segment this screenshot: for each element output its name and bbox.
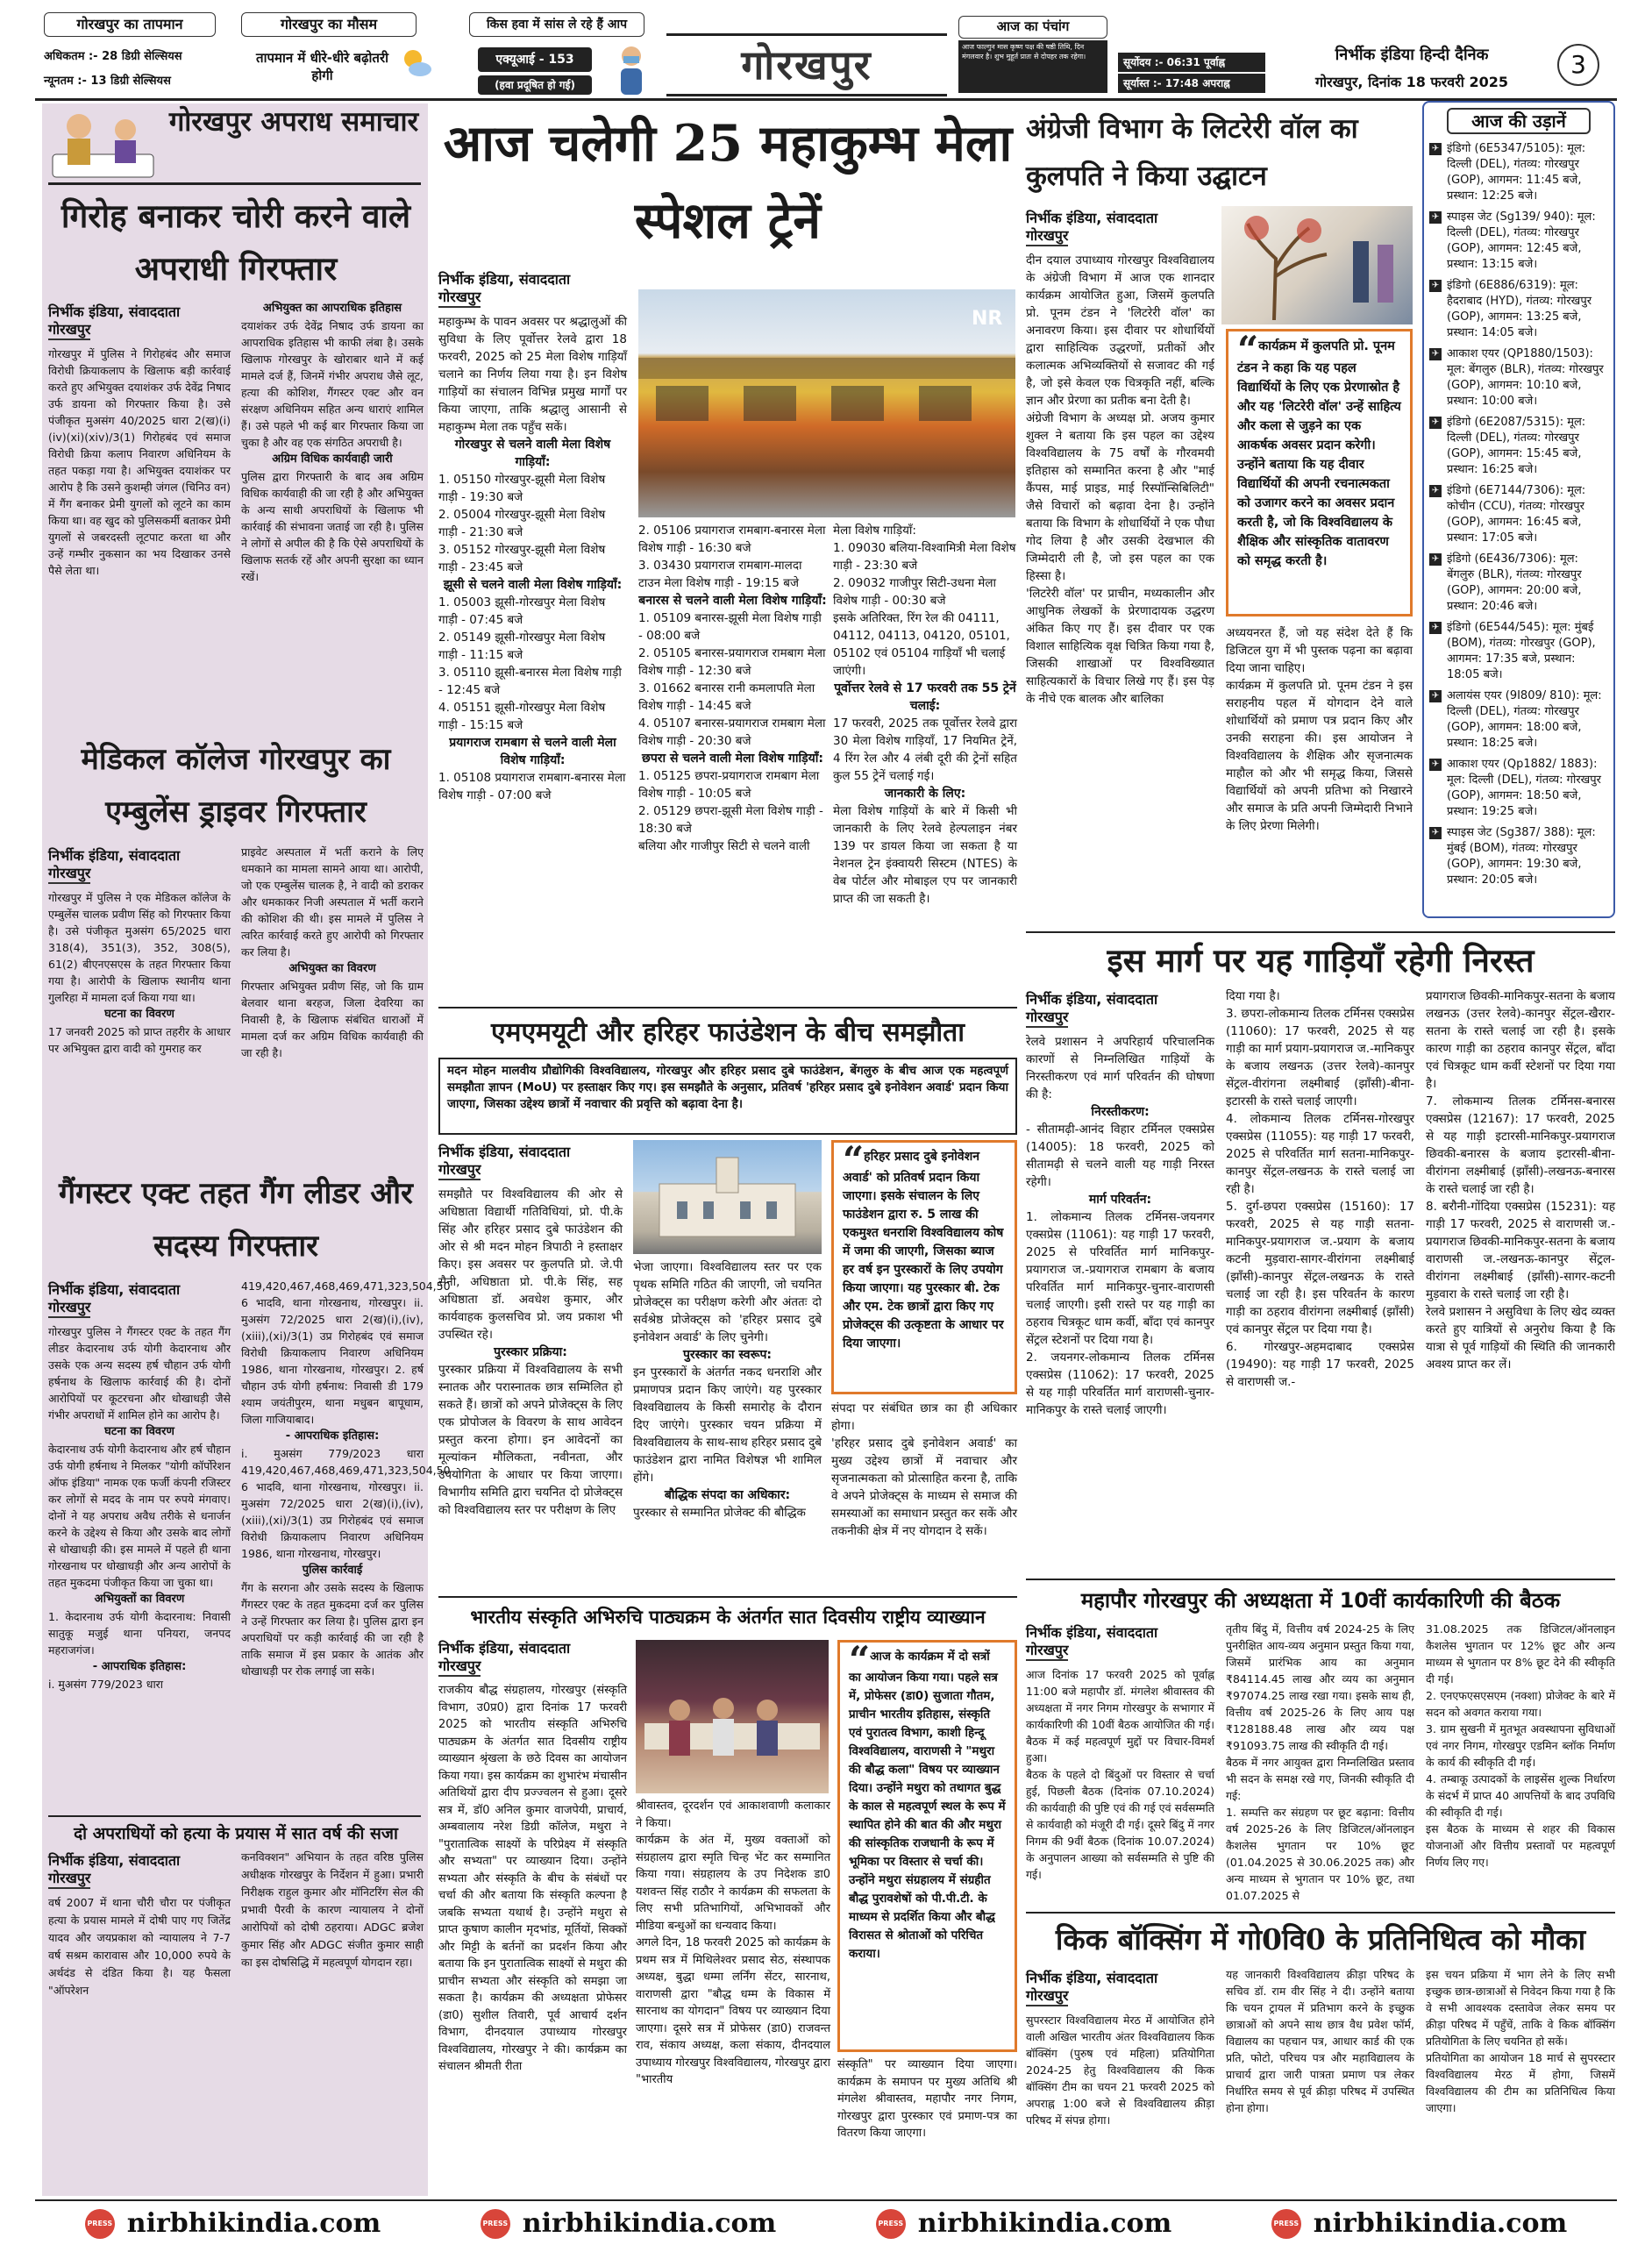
crime-banner: गोरखपुर अपराध समाचार <box>168 106 419 138</box>
mou-body5: पुरस्कार से सम्मानित प्रोजेक्ट की बौद्धिक <box>633 1506 806 1520</box>
train-col-2 <box>638 522 827 1013</box>
train-list9: मेला विशेष गाड़ियों के बारे में किसी भी जानकारी के लिए रेलवे हेल्पलाइन नंबर 139 पर डायल किया जा सकता है या नेशनल ट्रेन इंक्वायरी सिस्टम (NTES) के वेब पोर्टल और मोबाइल एप पर जानकारी प्राप्त की जा सकती है। <box>833 804 1017 906</box>
flight-item <box>1429 757 1608 820</box>
boxing-rule <box>1026 1912 1615 1914</box>
crime-article-1-byline: निर्भीक इंडिया, संवाददाता गोरखपुर <box>48 303 231 340</box>
sanskriti-col-1 <box>438 1636 627 2198</box>
flight-item <box>1429 210 1608 273</box>
mou-body4: इन पुरस्कारों के अंतर्गत नकद धनराशि और प्रमाणपत्र प्रदान किए जाएंगे। यह पुरस्कार विश्वविद्यालय के किसी समारोह के दौरान दिए जाएंगे। पुरस्कार चयन प्रक्रिया में विश्वविद्यालय के साथ-साथ हरिहर प्रसाद दुबे फाउंडेशन द्वारा नामित विशेषज्ञ भी शामिल होंगे। <box>633 1365 822 1485</box>
mou-body6: संपदा पर संबंधित छात्र का ही अधिकार होगा। 'हरिहर प्रसाद दुबे इनोवेशन अवार्ड' का मुख्य उद्देश्य छात्रों में नवाचार और सृजनात्मकता को प्रोत्साहित करना है, ताकि वे अपने प्रोजेक्ट्स के माध्यम से समाज की समस्याओं का समाधान प्रस्तुत कर सकें और तकनीकी क्षेत्र में नए योगदान दे सकें। <box>831 1401 1017 1538</box>
crime-article-3-sub3: - आपराधिक इतिहास: <box>92 1660 187 1673</box>
crime-article-3-sub2: अभियुक्तों का विवरण <box>94 1593 185 1606</box>
sun-cloud-icon <box>399 46 434 81</box>
crime-article-3-body5: 419,420,467,468,469,471,323,504,50 6 भादवि, थाना गोरखनाथ, गोरखपुर। ii. मुअसंग 72/2025 धारा 2(ख)(i),(iv),(xiii),(xi)/3(1) उप्र गिरोहबंद एवं समाज विरोधी क्रियाकलाप निवारण अधिनियम 1986, थाना गोरखनाथ, गोरखपुर। 2. हर्ष चौहान उर्फ योगी हर्षनाथ: निवासी डी 179 श्याम जयंतीपुरम, थाना मधुबन बापूधाम, जिला गाजियाबाद। <box>241 1279 451 1426</box>
mou-summary-box: मदन मोहन मालवीय प्रौद्योगिकी विश्वविद्यालय, गोरखपुर और हरिहर प्रसाद दुबे फाउंडेशन, बेंगलुरु के बीच आज एक महत्वपूर्ण समझौता ज्ञापन (MoU) पर हस्ताक्षर किए गए। इस समझौते के अनुसार, प्रतिवर्ष 'हरिहर प्रसाद दुबे इनोवेशन अवार्ड' प्रदान किया जाएगा, जिसका उद्देश्य छात्रों में नवाचार की प्रवृत्ति को बढ़ावा देना है। <box>438 1058 1017 1135</box>
quote-mark-icon: “ <box>849 1638 871 1681</box>
train-list4: 2. 05106 प्रयागराज रामबाग-बनारस मेला विशेष गाड़ी - 16:30 बजे 3. 03430 प्रयागराज रामबाग-मालदा टाउन मेला विशेष गाड़ी - 19:15 बजे <box>638 524 826 590</box>
crime-article-1-body2: दयाशंकर उर्फ देवेंद्र निषाद उर्फ डायना का आपराधिक इतिहास भी काफी लंबा है। उसके खिलाफ गोरखपुर के खोराबार थाने में कई मामले दर्ज हैं, जिनमें गंभीर अपराध जैसे लूट, हत्या की कोशिश, गैंगस्टर एक्ट और वन संरक्षण अधिनियम सहित अन्य धाराएं शामिल हैं। उसे पहले भी कई बार गिरफ्तार किया जा चुका है और वह एक संगठित अपराधी है। <box>241 319 424 449</box>
boxing-body2: यह जानकारी विश्वविद्यालय क्रीड़ा परिषद के सचिव डॉ. राम वीर सिंह ने दी। उन्होंने बताया कि चयन ट्रायल में प्रतिभाग करने के इच्छुक छात्राओं को अपने साथ छात्र वैध प्रवेश फॉर्म, विद्यालय का पहचान पत्र, आधार कार्ड की एक प्रति, फोटो, परिचय पत्र और महाविद्यालय के प्राचार्य द्वारा जारी पात्रता प्रमाण पत्र लेकर निर्धारित समय से पूर्व क्रीड़ा परिषद में उपस्थित होना होगा। <box>1226 1968 1414 2114</box>
crime-article-2-body2: 17 जनवरी 2025 को प्राप्त तहरीर के आधार पर अभियुक्त द्वारा वादी को गुमराह कर <box>48 1025 231 1055</box>
boxing-title: किक बॉक्सिंग में गो0वि0 के प्रतिनिधित्व को मौका <box>1055 1922 1586 1956</box>
flight-item <box>1429 415 1608 478</box>
airplane-icon: ✈ <box>1429 485 1442 497</box>
cancel-body3: 1. लोकमान्य तिलक टर्मिनस-जयनगर एक्सप्रेस (11061): यह गाड़ी 17 फरवरी, 2025 से परिवर्तित मार्ग मानिकपुर-प्रयागराज ज.-प्रयागराज रामबाग के बजाय परिवर्तित मार्ग मानिकपुर-चुनार-वाराणसी चलाई जाएगी। इसी रास्ते पर यह गाड़ी का ठहराव चित्रकूट धाम कर्वी, बाँदा एवं कानपुर सेंट्रल स्टेशनों पर दिया गया है। 2. जयनगर-लोकमान्य तिलक टर्मिनस एक्सप्रेस (11062): 17 फरवरी, 2025 से यह गाड़ी परिवर्तित मार्ग वाराणसी-चुनार-मानिकपुर के रास्ते चलाई जाएगी। <box>1026 1210 1214 1417</box>
flight-item <box>1429 141 1608 204</box>
sanskriti-body2: श्रीवास्तव, दूरदर्शन एवं आकाशवाणी कलाकार ने किया। कार्यक्रम के अंत में, मुख्य वक्ताओं को संग्रहालय द्वारा स्मृति चिन्ह भेंट कर सम्मानित किया गया। संग्रहालय के उप निदेशक डा0 यशवन्त सिंह राठौर ने कार्यक्रम की सफलता के लिए सभी प्रतिभागियों, अभिभावकों और मीडिया बन्धुओं का धन्यवाद किया। अगले दिन, 18 फरवरी 2025 को कार्यक्रम के प्रथम सत्र में मिथिलेश्वर प्रसाद सेठ, संस्थापक अध्यक्ष, बुद्धा धम्मा लर्निंग सेंटर, सारनाथ, वाराणसी द्वारा "बौद्ध धम्म के विकास में सारनाथ का योगदान" विषय पर व्याख्यान दिया जाएगा। दूसरे सत्र में प्रोफेसर (डा0) राजवन्त राव, संकाय अध्यक्ष, कला संकाय, दीनदयाल उपाध्याय गोरखपुर विश्वविद्यालय, गोरखपुर द्वारा "भारतीय <box>636 1800 830 2086</box>
flights-panel <box>1422 101 1615 918</box>
sanskriti-rule <box>438 1596 1017 1598</box>
flight-item-text: इंडिगो (6E886/6319): मूल: हैदराबाद (HYD), गंतव्य: गोरखपुर (GOP), आगमन: 13:25 बजे, प्रस्थान: 14:05 बजे। <box>1447 279 1592 339</box>
flight-item-text: इंडिगो (6E2087/5315): मूल: दिल्ली (DEL), गंतव्य: गोरखपुर (GOP), आगमन: 15:45 बजे, प्रस्थान: 16:25 बजे। <box>1447 416 1586 476</box>
wall-quote: “कार्यक्रम में कुलपति प्रो. पूनम टंडन ने कहा कि यह पहल विद्यार्थियों के लिए एक प्रेरणास्रोत है और यह 'लिटरेरी वॉल' उन्हें साहित्य और कला से जुड़ने का एक आकर्षक अवसर प्रदान करेगी। उन्होंने बताया कि यह दीवार विद्यार्थियों की अपनी रचनात्मकता को उजागर करने का अवसर प्रदान करती है, जो कि विश्वविद्यालय के शैक्षिक और सांस्कृतिक वातावरण को समृद्ध करती है। <box>1226 329 1413 616</box>
dateline: गोरखपुर, दिनांक 18 फरवरी 2025 <box>1315 74 1508 90</box>
crime-article-3-body3: 1. केदारनाथ उर्फ योगी केदारनाथ: निवासी सातुकू मजुई थाना पनियरा, जनपद महराजगंज। <box>48 1610 231 1657</box>
airplane-icon: ✈ <box>1429 690 1442 702</box>
literary-wall-photo <box>1221 206 1413 324</box>
crime-article-3-body7: गैंग के सरगना और उसके सदस्य के खिलाफ गैंगस्टर एक्ट के तहत मुकदमा दर्ज कर पुलिस ने उन्हें गिरफ्तार कर लिया है। पुलिस द्वारा इन अपराधियों पर कड़ी कार्रवाई की जा रही है ताकि समाज में इस प्रकार के आतंक और धोखाधड़ी पर रोक लगाई जा सके। <box>241 1581 424 1678</box>
train-sub7: जानकारी के लिए: <box>884 787 966 801</box>
train-sub3: प्रयागराज रामबाग से चलने वाली मेला विशेष गाड़ियाँ: <box>449 736 616 767</box>
lecture-event-photo <box>636 1640 829 1793</box>
flight-item-text: इंडिगो (6E544/545): मूल: मुंबई (BOM), गंतव्य: गोरखपुर (GOP), आगमन: 17:35 बजे, प्रस्थान: 18:05 बजे। <box>1447 621 1596 681</box>
train-sub4: बनारस से चलने वाली मेला विशेष गाड़ियाँ: <box>638 594 827 608</box>
flight-item <box>1429 346 1608 410</box>
city-title: गोरखपुर <box>741 41 872 89</box>
train-list1: 1. 05150 गोरखपुर-झूसी मेला विशेष गाड़ी - 19:30 बजे 2. 05004 गोरखपुर-झूसी मेला विशेष गाड़ी - 21:30 बजे 3. 05152 गोरखपुर-झूसी मेला विशेष गाड़ी - 23:45 बजे <box>438 473 606 574</box>
mou-col-2 <box>633 1258 822 1583</box>
crime-article-4-title: दो अपराधियों को हत्या के प्रयास में सात वर्ष की सजा <box>74 1824 398 1843</box>
mou-sub3: बौद्धिक संपदा का अधिकार: <box>664 1488 791 1502</box>
train-col-3 <box>833 522 1017 1013</box>
weather-text: तापमान में धीरे-धीरे बढ़ोतरी होगी <box>256 50 388 83</box>
wall-col-2 <box>1226 624 1413 931</box>
crime-article-2-body3: प्राइवेट अस्पताल में भर्ती कराने के लिए धमकाने का मामला सामने आया था। आरोपी, जो एक एम्बुलेंस चालक है, ने वादी को डराकर और धमकाकर निजी अस्पताल में भर्ती कराने की कोशिश की थी। इस मामले में पुलिस ने त्वरित कार्रवाई करते हुए आरोपी को गिरफ्तार कर लिया है। <box>241 845 424 959</box>
police-cartoon-icon <box>48 103 158 182</box>
boxing-col-1 <box>1026 1966 1214 2196</box>
mayor-rule <box>1026 1579 1615 1580</box>
press-logo-icon: PRESS <box>85 2209 115 2239</box>
university-building-photo <box>633 1140 822 1254</box>
paper-name: निर्भीक इंडिया हिन्दी दैनिक <box>1335 46 1489 64</box>
crime-article-2-body4: गिरफ्तार अभियुक्त प्रवीण सिंह, जो कि ग्राम बेलवार थाना बरहज, जिला देवरिया का निवासी है, के खिलाफ संबंधित धाराओं में मामला दर्ज कर अग्रिम विधिक कार्यवाही की जा रही है। <box>241 980 424 1059</box>
footer-cell-3 <box>826 2203 1221 2245</box>
footer-site-link[interactable]: nirbhikindia.com <box>126 2208 381 2239</box>
crime-article-1-body3: पुलिस द्वारा गिरफ्तारी के बाद अब अग्रिम विधिक कार्यवाही की जा रही है और अभियुक्त के अन्य साथी अपराधियों के खिलाफ भी कार्रवाई की संभावना जताई जा रही है। पुलिस ने लोगों से अपील की है कि ऐसे अपराधियों के खिलाफ सतर्क रहें और अपनी सुरक्षा का ध्यान रखें। <box>241 470 424 583</box>
crime-article-3-body2: केदारनाथ उर्फ योगी केदारनाथ और हर्ष चौहान उर्फ योगी हर्षनाथ ने मिलकर "योगी कॉर्पोरेशन ऑफ इंडिया" नामक एक फर्जी कंपनी रजिस्टर कर लोगों से मदद के नाम पर रुपये मंगवाए। दोनों ने यह अपराध अवैध तरीके से धनार्जन करने के उद्देश्य से किया और उसके बाद लोगों से धोखाधड़ी की। इस मामले में पहले ही थाना गोरखनाथ पर धोखाधड़ी और अन्य आरोपों के तहत मुकदमा पंजीकृत किया जा चुका था। <box>48 1443 231 1589</box>
cancel-sub1: निरस्तीकरण: <box>1091 1105 1150 1119</box>
mou-rule <box>438 1007 1017 1008</box>
cancel-title: इस मार्ग पर यह गाड़ियाँ रहेगी निरस्त <box>1107 941 1535 980</box>
flight-item <box>1429 620 1608 683</box>
wall-body1: दीन दयाल उपाध्याय गोरखपुर विश्वविद्यालय के अंग्रेजी विभाग में आज एक शानदार कार्यक्रम आयोजित हुआ, जिसमें कुलपति प्रो. पूनम टंडन ने 'लिटरेरी वॉल' का अनावरण किया। इस दीवार पर शोधार्थियों द्वारा साहित्यिक उद्धरणों, प्रतीकों और कलात्मक अभिव्यक्तियों से सजावट की गई है, जो इसे केवल एक चित्रकृति नहीं, बल्कि ज्ञान और प्रेरणा का प्रतीक बना देती है। अंग्रेजी विभाग के अध्यक्ष प्रो. अजय कुमार शुक्ल ने बताया कि इस पहल का उद्देश्य विश्वविद्यालय के 75 वर्षों के गौरवमयी इतिहास को सम्मानित करना है और "माई कैंपस, माई प्राइड, माई रिस्पॉन्सिबिलिटी" जैसे विचारों को बढ़ावा देना है। उन्होंने बताया कि विभाग के शोधार्थियों ने एक पौधा गोद लिया है और उसकी देखभाल की जिम्मेदारी ली है, जो इस पहल का एक हिस्सा है। 'लिटरेरी वॉल' पर प्राचीन, मध्यकालीन और आधुनिक लेखकों के प्रेरणादायक उद्धरण अंकित किए गए हैं। इस दीवार पर एक विशाल साहित्यिक वृक्ष चित्रित किया गया है, जिसकी शाखाओं पर विश्वविख्यात साहित्यकारों के विचार लिखे गए हैं। इस पेड़ के नीचे एक बालक और बालिका <box>1026 253 1214 706</box>
flights-title: आज की उड़ानें <box>1447 108 1591 134</box>
flight-item <box>1429 483 1608 546</box>
flight-item-text: स्पाइस जेट (Sg139/ 940): मूल: दिल्ली (DEL), गंतव्य: गोरखपुर (GOP), आगमन: 12:45 बजे, प्रस्थान: 13:15 बजे। <box>1447 210 1596 271</box>
crime-article-3-sub5: पुलिस कार्रवाई <box>302 1564 363 1577</box>
mou-quote: “हरिहर प्रसाद दुबे इनोवेशन अवार्ड' को प्रतिवर्ष प्रदान किया जाएगा। इसके संचालन के लिए फाउंडेशन द्वारा रु. 5 लाख की एकमुश्त धनराशि विश्वविद्यालय कोष में जमा की जाएगी, जिसका ब्याज हर वर्ष इन पुरस्कारों के लिए उपयोग किया जाएगा। यह पुरस्कार बी. टेक और एम. टेक छात्रों द्वारा किए गए प्रोजेक्ट्स की उत्कृष्टता के आधार पर दिया जाएगा। <box>831 1140 1017 1394</box>
sanskriti-col-2 <box>636 1798 830 2197</box>
crime-article-3-body: गोरखपुर पुलिस ने गैंगस्टर एक्ट के तहत गैंग लीडर केदारनाथ उर्फ योगी केदारनाथ और उसके एक अन्य सदस्य हर्ष चौहान उर्फ योगी हर्षनाथ के खिलाफ कार्रवाई की है। दोनों आरोपियों पर कूटरचना और धोखाधड़ी जैसे गंभीर अपराधों में शामिल होने का आरोप है। <box>48 1325 231 1422</box>
wall-byline: निर्भीक इंडिया, संवाददाता गोरखपुर <box>1026 210 1214 246</box>
crime-article-3-sub4: - आपराधिक इतिहास: <box>285 1429 380 1443</box>
footer-cell-1 <box>35 2203 431 2245</box>
footer-rule <box>35 2199 1617 2201</box>
boxing-body3: इस चयन प्रक्रिया में भाग लेने के लिए सभी इच्छुक छात्र-छात्राओं से निवेदन किया गया है कि वे सभी आवश्यक दस्तावेज लेकर समय पर क्रीड़ा परिषद में पहुँचें, ताकि वे किक बॉक्सिंग प्रतियोगिता के लिए चयनित हो सकें। प्रतियोगिता का आयोजन 18 मार्च से सुपरस्टार विश्वविद्यालय मेरठ में होगा, जिसमें विश्वविद्यालय की टीम का प्रतिनिधित्व किया जाएगा। <box>1426 1968 1615 2114</box>
mayor-col-3 <box>1426 1621 1615 1910</box>
train-photo <box>638 289 1015 517</box>
cancel-body4: दिया गया है। 3. छपरा-लोकमान्य तिलक टर्मिनस एक्सप्रेस (11060): 17 फरवरी, 2025 से यह गाड़ी का मार्ग प्रयाग-प्रयागराज ज.-मानिकपुर के बजाय लखनऊ (उत्तर रेलवे)-कानपुर सेंट्रल-वीरांगना लक्ष्मीबाई (झाँसी)-बीना-इटारसी के रास्ते चलाई जाएगी। 4. लोकमान्य तिलक टर्मिनस-गोरखपुर एक्सप्रेस (11055): यह गाड़ी 17 फरवरी, 2025 से परिवर्तित मार्ग सतना-मानिकपुर-कानपुर सेंट्रल-लखनऊ के रास्ते चलाई जा रही है। 5. दुर्ग-छपरा एक्सप्रेस (15160): 17 फरवरी, 2025 से यह गाड़ी सतना-मानिकपुर-प्रयागराज ज.-प्रयाग के बजाय कटनी मुड़वारा-सागर-वीरांगना लक्ष्मीबाई (झाँसी)-कानपुर सेंट्रल-लखनऊ के रास्ते चलाई जा रही है। इस परिवर्तन के कारण गाड़ी का ठहराव वीरांगना लक्ष्मीबाई (झाँसी) एवं कानपुर सेंट्रल पर दिया गया है। 6. गोरखपुर-अहमदाबाद एक्सप्रेस (19490): यह गाड़ी 17 फरवरी, 2025 से वाराणसी ज.- <box>1226 989 1414 1389</box>
flight-item-text: इंडिगो (6E5347/5105): मूल: दिल्ली (DEL), गंतव्य: गोरखपुर (GOP), आगमन: 11:45 बजे, प्रस्थान: 12:25 बजे। <box>1447 142 1586 203</box>
airplane-icon: ✈ <box>1429 143 1442 155</box>
train-title: आज चलेगी 25 महाकुम्भ मेला स्पेशल ट्रेनें <box>443 114 1013 250</box>
sanskriti-col-3 <box>837 2056 1017 2197</box>
wall-body2: अध्ययनरत हैं, जो यह संदेश देते हैं कि डिजिटल युग में भी पुस्तक पढ़ना का बढ़ावा दिया जाना चाहिए। कार्यक्रम में कुलपति प्रो. पूनम टंडन ने इस सराहनीय पहल में योगदान देने वाले शोधार्थियों को प्रमाण पत्र प्रदान किए और उनकी सराहना की। इस आयोजन ने विश्वविद्यालय के शैक्षिक और सृजनात्मक माहौल को और भी समृद्ध किया, जिससे विद्यार्थियों को अपनी प्रतिभा को निखारने और समाज के प्रति अपनी जिम्मेदारी निभाने के लिए प्रेरणा मिलेगी। <box>1226 626 1413 833</box>
cancel-body1: रेलवे प्रशासन ने अपरिहार्य परिचालनिक कारणों से निम्नलिखित गाड़ियों के निरस्तीकरण एवं मार्ग परिवर्तन की घोषणा की है: <box>1026 1035 1214 1101</box>
train-list8: 17 फरवरी, 2025 तक पूर्वोत्तर रेलवे द्वारा 30 मेला विशेष गाड़ियाँ, 17 नियमित ट्रेनें, 4 रिंग रेल और 4 लंबी दूरी की ट्रेनों सहित कुल 55 ट्रेनें चलाई गई। <box>833 716 1017 783</box>
wall-col-1 <box>1026 206 1214 934</box>
boxing-col-2 <box>1226 1966 1414 2196</box>
flight-item-text: आकाश एयर (Qp1882/ 1883): मूल: दिल्ली (DEL), गंतव्य: गोरखपुर (GOP), आगमन: 18:50 बजे, प्रस्थान: 19:25 बजे। <box>1447 758 1601 818</box>
boxing-byline: निर्भीक इंडिया, संवाददाता गोरखपुर <box>1026 1970 1214 2006</box>
boxing-body1: सुपरस्टार विश्वविद्यालय मेरठ में आयोजित होने वाली अखिल भारतीय अंतर विश्वविद्यालय किक बॉक्सिंग (पुरुष एवं महिला) प्रतियोगिता 2024-25 हेतु विश्वविद्यालय की किक बॉक्सिंग टीम का चयन 21 फरवरी 2025 को अपराह्न 1:00 बजे से विश्वविद्यालय क्रीड़ा परिषद में संपन्न होगा। <box>1026 2013 1214 2127</box>
temp-label: गोरखपुर का तापमान <box>44 12 216 37</box>
mayor-title: महापौर गोरखपुर की अध्यक्षता में 10वीं कार्यकारिणी की बैठक <box>1080 1588 1561 1613</box>
airplane-icon: ✈ <box>1429 827 1442 839</box>
airplane-icon: ✈ <box>1429 348 1442 360</box>
train-list5: 1. 05109 बनारस-झूसी मेला विशेष गाड़ी - 08:00 बजे 2. 05105 बनारस-प्रयागराज रामबाग मेला विशेष गाड़ी - 12:30 बजे 3. 01662 बनारस रानी कमलापति मेला विशेष गाड़ी - 14:45 बजे 4. 05107 बनारस-प्रयागराज रामबाग मेला विशेष गाड़ी - 20:30 बजे <box>638 611 826 748</box>
train-sub2: झूसी से चलने वाली मेला विशेष गाड़ियाँ: <box>443 578 623 592</box>
mayor-body3: 31.08.2025 तक डिजिटल/ऑनलाइन कैशलेस भुगतान पर 12% छूट और अन्य माध्यम से भुगतान पर 8% छूट देने की स्वीकृति दी गई। 2. एनएफएसएसएम (नक्शा) प्रोजेक्ट के बारे में सदन को अवगत कराया गया। 3. ग्राम सुखनी में मुतभूत अवस्थापना सुविधाओं एवं नगर निगम, गोरखपुर एडमिन ब्लॉक निर्माण के कार्य की स्वीकृति दी गई। 4. तम्बाकू उत्पादकों के लाइसेंस शुल्क निर्धारण के संदर्भ में प्राप्त 40 आपत्तियों के बाद उपविधि की स्वीकृति दी गई। इस बैठक के माध्यम से शहर की विकास योजनाओं और वित्तीय प्रस्तावों पर महत्वपूर्ण निर्णय लिए गए। <box>1426 1622 1615 1869</box>
crime-article-4-body: वर्ष 2007 में थाना चौरी चौरा पर पंजीकृत हत्या के प्रयास मामले में दोषी पाए गए जितेंद्र यादव और जयप्रकाश को न्यायालय ने 7-7 वर्ष सश्रम कारावास और 10,000 रुपये के अर्थदंड से दंडित किया है। यह फैसला "ऑपरेशन <box>48 1896 231 1997</box>
crime-article-3-title: गैंगस्टर एक्ट तहत गैंग लीडर और सदस्य गिरफ्तार <box>59 1176 413 1264</box>
crime-article-2 <box>48 728 424 1166</box>
crime-article-2-byline: निर्भीक इंडिया, संवाददाता गोरखपुर <box>48 847 231 884</box>
page-number: 3 <box>1557 44 1599 86</box>
train-sub6: पूर्वोत्तर रेलवे से 17 फरवरी तक 55 ट्रेनें चलाई: <box>834 681 1016 713</box>
airplane-icon: ✈ <box>1429 211 1442 224</box>
cancel-body5: प्रयागराज छिवकी-मानिकपुर-सतना के बजाय लखनऊ (उत्तर रेलवे)-कानपुर सेंट्रल-खैरार-सतना के रास्ते चलाई जा रही है। इसके कारण गाड़ी का ठहराव कानपुर सेंट्रल, बाँदा एवं चित्रकूट धाम कर्वी स्टेशनों पर दिया गया है। 7. लोकमान्य तिलक टर्मिनस-बनारस एक्सप्रेस (12167): 17 फरवरी, 2025 से यह गाड़ी इटारसी-मानिकपुर-प्रयागराज छिवकी-बनारस के बजाय इटारसी-बीना-वीरांगना लक्ष्मीबाई (झाँसी)-लखनऊ-बनारस के रास्ते चलाई जा रही है। 8. बरौनी-गोंदिया एक्सप्रेस (15231): यह गाड़ी 17 फरवरी, 2025 से वाराणसी ज.-प्रयागराज छिवकी-मानिकपुर-सतना के बजाय वाराणसी ज.-लखनऊ-कानपुर सेंट्रल-वीरांगना लक्ष्मीबाई (झाँसी)-सागर-कटनी मुड़वारा के रास्ते चलाई जा रही है। रेलवे प्रशासन ने असुविधा के लिए खेद व्यक्त करते हुए यात्रियों से अनुरोध किया है कि यात्रा से पूर्व गाड़ियों की स्थिति की जानकारी अवश्य प्राप्त कर लें। <box>1426 989 1615 1372</box>
aqi-note: (हवा प्रदूषित हो गई) <box>478 75 592 95</box>
crime-article-2-body: गोरखपुर में पुलिस ने एक मेडिकल कॉलेज के एम्बुलेंस चालक प्रवीण सिंह को गिरफ्तार किया है। उसे पंजीकृत मुअसंग 65/2025 धारा 318(4), 351(3), 352, 308(5), 61(2) बीएनएसएस के तहत गिरफ्तार किया गया है। आरोपी के खिलाफ स्थानीय थाना गुलरिहा में मामला दर्ज किया गया था। <box>48 891 231 1004</box>
crime-article-1-body: गोरखपुर में पुलिस ने गिरोहबंद और समाज विरोधी क्रियाकलाप के खिलाफ बड़ी कार्रवाई करते हुए अभियुक्त दयाशंकर उर्फ देवेंद्र निषाद उर्फ डायना को गिरफ्तार किया है। उसे पंजीकृत मुअसंग 40/2025 धारा 2(ख)(i)(iv)(xi)(xiv)/3(1) गिरोहबंद एवं समाज विरोधी क्रिया कलाप निवारण अधिनियम के तहत पकड़ा गया है। अभियुक्त दयाशंकर पर आरोप है कि उसने कुशम्ही जंगल (चिनिउ वन) में गैंग बनाकर प्रेमी युगलों को लूटने का काम किया था। वह खुद को पुलिसकर्मी बताकर प्रेमी युगलों से जबरदस्ती लूटपाट करता था और उन्हें गम्भीर नुकसान का भय दिखाकर उनसे पैसे लेता था। <box>48 347 231 577</box>
flight-item <box>1429 688 1608 752</box>
crime-article-3-sub1: घटना का विवरण <box>104 1425 174 1438</box>
footer-site-link[interactable]: nirbhikindia.com <box>522 2208 777 2239</box>
cancel-byline: निर्भीक इंडिया, संवाददाता गोरखपुर <box>1026 991 1214 1028</box>
crime-article-1-sub2: अग्रिम विधिक कार्यवाही जारी <box>272 453 393 466</box>
airplane-icon: ✈ <box>1429 622 1442 634</box>
mou-sub2: पुरस्कार का स्वरूप: <box>682 1348 772 1362</box>
crime-article-4-body2: कनविक्शन" अभियान के तहत वरिष्ठ पुलिस अधीक्षक गोरखपुर के निर्देशन में हुआ। प्रभारी निरीक्षक राहुल कुमार और मॉनिटरिंग सेल की प्रभावी पैरवी के कारण न्यायालय ने दोनों आरोपियों को दोषी ठहराया। ADGC ब्रजेश कुमार सिंह और ADGC संजीत कुमार साही का इस दोषसिद्धि में महत्वपूर्ण योगदान रहा। <box>241 1850 424 1969</box>
panchang-text: आज फाल्गुन मास कृष्ण पक्ष की षष्ठी तिथि, दिन मंगलवार है। शुभ मुहूर्त प्रातः से दोपहर तक रहेगा। <box>958 40 1107 93</box>
flight-item-text: इंडिगो (6E436/7306): मूल: बेंगलुरु (BLR), गंतव्य: गोरखपुर (GOP), आगमन: 20:00 बजे, प्रस्थान: 20:46 बजे। <box>1447 552 1582 613</box>
flight-item-text: अलायंस एयर (9I809/ 810): मूल: दिल्ली (DEL), गंतव्य: गोरखपुर (GOP), आगमन: 18:00 बजे, प्रस्थान: 18:25 बजे। <box>1447 689 1602 750</box>
train-list6: 1. 05125 छपरा-प्रयागराज रामबाग मेला विशेष गाड़ी - 10:05 बजे 2. 05129 छपरा-झूसी मेला विशेष गाड़ी - 18:30 बजे बलिया और गाजीपुर सिटी से चलने वाली <box>638 769 823 853</box>
temp-min: न्यूनतम :- 13 डिग्री सेल्सियस <box>44 75 171 88</box>
sanskriti-body3: संस्कृति" पर व्याख्यान दिया जाएगा। कार्यक्रम के समापन पर मुख्य अतिथि श्री मंगलेश श्रीवास्तव, महापौर नगर निगम, गोरखपुर द्वारा पुरस्कार एवं प्रमाण-पत्र का वितरण किया जाएगा। <box>837 2058 1017 2140</box>
train-list3: 1. 05108 प्रयागराज रामबाग-बनारस मेला विशेष गाड़ी - 07:00 बजे <box>438 771 626 802</box>
mou-title: एमएमयूटी और हरिहर फाउंडेशन के बीच समझौता <box>490 1017 965 1048</box>
mou-col-1 <box>438 1140 623 1579</box>
train-intro: महाकुम्भ के पावन अवसर पर श्रद्धालुओं की सुविधा के लिए पूर्वोत्तर रेलवे द्वारा 18 फरवरी, 2025 को 25 मेला विशेष गाड़ियाँ चलाने का निर्णय लिया गया है। इन विशेष गाड़ियों का संचालन विभिन्न प्रमुख मार्गों पर किया जाएगा, ताकि श्रद्धालु आसानी से महाकुम्भ मेला तक पहुँच सकें। <box>438 315 627 434</box>
cancel-rule <box>1026 931 1615 933</box>
aqi-label: किस हवा में सांस ले रहे हैं आप <box>469 12 644 37</box>
train-sub1: गोरखपुर से चलने वाली मेला विशेष गाड़ियाँ: <box>454 438 611 469</box>
sanskriti-title: भारतीय संस्कृति अभिरुचि पाठ्यक्रम के अंतर्गत सात दिवसीय राष्ट्रीय व्याख्यान <box>470 1607 986 1628</box>
quote-mark-icon: “ <box>1237 328 1259 371</box>
flight-item-text: आकाश एयर (QP1880/1503): मूल: बेंगलुरु (BLR), गंतव्य: गोरखपुर (GOP), आगमन: 10:10 बजे, प्रस्थान: 10:00 बजे। <box>1447 347 1604 408</box>
mou-col-3 <box>831 1400 1017 1584</box>
crime-article-3 <box>48 1162 451 1811</box>
svg-text:NR: NR <box>972 308 1003 330</box>
cancel-body2: - सीतामढ़ी-आनंद विहार टर्मिनल एक्सप्रेस (14005): 18 फरवरी, 2025 को सीतामढ़ी से चलने वाली यह गाड़ी निरस्त रहेगी। <box>1026 1122 1214 1189</box>
flight-item-text: इंडिगो (6E7144/7306): मूल: कोचीन (CCU), गंतव्य: गोरखपुर (GOP), आगमन: 16:45 बजे, प्रस्थान: 17:05 बजे। <box>1447 484 1586 545</box>
crime-article-3-body6: i. मुअसंग 779/2023 धारा 419,420,467,468,469,471,323,504,50 6 भादवि, थाना गोरखनाथ, गोरखपुर। ii. मुअसंग 72/2025 धारा 2(ख)(i),(iv),(xiii),(xi)/3(1) उप्र गिरोहबंद एवं समाज विरोधी क्रियाकलाप निवारण अधिनियम 1986, थाना गोरखनाथ, गोरखपुर। <box>241 1447 451 1560</box>
crime-article-2-sub1: घटना का विवरण <box>104 1008 174 1021</box>
crime-article-4 <box>48 1819 424 2192</box>
weather-label: गोरखपुर का मौसम <box>241 12 417 37</box>
cancel-col-1 <box>1026 987 1214 1584</box>
mayor-byline: निर्भीक इंडिया, संवाददाता गोरखपुर <box>1026 1624 1214 1661</box>
aqi-value: एक्यूआई - 153 <box>478 47 592 72</box>
crime-article-2-title: मेडिकल कॉलेज गोरखपुर का एम्बुलेंस ड्राइवर गिरफ्तार <box>81 742 391 830</box>
train-sub5: छपरा से चलने वाली मेला विशेष गाड़ियाँ: <box>642 752 823 766</box>
mou-body2: पुरस्कार प्रक्रिया में विश्वविद्यालय के सभी स्नातक और परास्नातक छात्र सम्मिलित हो सकते हैं। छात्रों को अपने प्रोजेक्ट्स के लिए एक प्रोपोजल के विवरण के साथ आवेदन प्रस्तुत करना होगा। इन आवेदनों का मूल्यांकन मौलिकता, नवीनता, और उपयोगिता के आधार पर किया जाएगा। विभागीय समिति द्वारा चयनित दो प्रोजेक्ट्स को विश्वविद्यालय स्तर पर परीक्षण के लिए <box>438 1363 623 1517</box>
press-logo-icon: PRESS <box>1271 2209 1301 2239</box>
sanskriti-body1: राजकीय बौद्ध संग्रहालय, गोरखपुर (संस्कृति विभाग, उ0प्र0) द्वारा दिनांक 17 फरवरी 2025 को भारतीय संस्कृति अभिरुचि पाठ्यक्रम के अंतर्गत सात दिवसीय राष्ट्रीय व्याख्यान श्रृंखला के छठे दिवस का आयोजन किया गया। इस कार्यक्रम का शुभारंभ मंचासीन अतिथियों द्वारा दीप प्रज्ज्वलन से हुआ। दूसरे सत्र में, डॉ0 अनिल कुमार वाजपेयी, प्राचार्य, अम्बवालाय नरेश डिग्री कॉलेज, मथुरा ने "पुरातात्विक साक्ष्यों के परिप्रेक्ष्य में संस्कृति और सभ्यता" पर व्याख्यान दिया। उन्होंने सभ्यता और संस्कृति के बीच के संबंधों पर चर्चा की और बताया कि संस्कृति कल्पना है जबकि सभ्यता यथार्थ है। उन्होंने मथुरा से प्राप्त कुषाण कालीन मृदभांड, मूर्तियों, सिक्कों और मिट्टी के बर्तनों का प्रदर्शन किया और बताया कि इन पुरातात्विक साक्ष्यों से मथुरा की प्राचीन सभ्यता और संस्कृति को समझा जा सकता है। कार्यक्रम की अध्यक्षता प्रोफेसर (डा0) सुशील तिवारी, पूर्व आचार्य दर्शन विभाग, दीनदयाल उपाध्याय गोरखपुर विश्वविद्यालय, गोरखपुर ने की। कार्यक्रम का संचालन श्रीमती रीता <box>438 1684 627 2073</box>
masthead-divider <box>35 98 1617 101</box>
airplane-icon: ✈ <box>1429 417 1442 429</box>
airplane-icon: ✈ <box>1429 759 1442 771</box>
flight-list <box>1429 141 1608 888</box>
flight-item <box>1429 552 1608 615</box>
flight-item <box>1429 278 1608 341</box>
city-banner <box>666 33 947 96</box>
mayor-col-2 <box>1226 1621 1414 1910</box>
crime-article-3-body4: i. मुअसंग 779/2023 धारा <box>48 1678 164 1691</box>
sanskriti-byline: निर्भीक इंडिया, संवाददाता गोरखपुर <box>438 1640 627 1677</box>
mou-byline: निर्भीक इंडिया, संवाददाता गोरखपुर <box>438 1144 623 1180</box>
crime-article-1-title: गिरोह बनाकर चोरी करने वाले अपराधी गिरफ्तार <box>61 196 411 288</box>
train-byline: निर्भीक इंडिया, संवाददाता गोरखपुर <box>438 271 627 308</box>
panchang-label: आज का पंचांग <box>958 16 1107 39</box>
crime-article-4-byline: निर्भीक इंडिया, संवाददाता गोरखपुर <box>48 1852 231 1889</box>
footer <box>35 2203 1617 2245</box>
wall-title: अंग्रेजी विभाग के लिटरेरी वॉल का कुलपति ने किया उद्घाटन <box>1026 113 1358 192</box>
mayor-body2: तृतीय बिंदु में, वित्तीय वर्ष 2024-25 के लिए पुनरीक्षित आय-व्यय अनुमान प्रस्तुत किया गया, जिसमें प्रारंभिक आय का अनुमान ₹84114.45 लाख और व्यय का अनुमान ₹97074.25 लाख रखा गया। इसके साथ ही, वित्तीय वर्ष 2025-26 के लिए आय पक्ष ₹128188.48 लाख और व्यय पक्ष ₹91093.75 लाख की स्वीकृति दी गई। बैठक में नगर आयुक्त द्वारा निम्नलिखित प्रस्ताव भी सदन के समक्ष रखे गए, जिनकी स्वीकृति दी गई: 1. सम्पत्ति कर संग्रहण पर छूट बढ़ाना: वित्तीय वर्ष 2025-26 के लिए डिजिटल/ऑनलाइन कैशलेस भुगतान पर 10% छूट (01.04.2025 से 30.06.2025 तक) और अन्य माध्यम से भुगतान पर 10% छूट, तथा 01.07.2025 से <box>1226 1622 1414 1902</box>
crime-article-3-byline: निर्भीक इंडिया, संवाददाता गोरखपुर <box>48 1281 231 1318</box>
flight-item-text: स्पाइस जेट (Sg387/ 388): मूल: मुंबई (BOM), गंतव्य: गोरखपुर (GOP), आगमन: 19:30 बजे, प्रस्थान: 20:05 बजे। <box>1447 826 1596 887</box>
footer-cell-4 <box>1221 2203 1617 2245</box>
crime-article-2-sub2: अभियुक्त का विवरण <box>288 962 376 975</box>
cancel-sub2: मार्ग परिवर्तन: <box>1088 1193 1152 1207</box>
crime-article-1-sub1: अभियुक्त का आपराधिक इतिहास <box>262 302 402 315</box>
person-mask-icon <box>614 44 649 96</box>
mou-body3: भेजा जाएगा। विश्वविद्यालय स्तर पर एक पृथक समिति गठित की जाएगी, जो चयनित प्रोजेक्ट्स का परीक्षण करेगी और अंततः दो सर्वश्रेष्ठ प्रोजेक्ट्स को 'हरिहर प्रसाद दुबे इनोवेशन अवार्ड' के लिए चुनेगी। <box>633 1260 822 1344</box>
footer-site-link[interactable]: nirbhikindia.com <box>1313 2208 1568 2239</box>
airplane-icon: ✈ <box>1429 280 1442 292</box>
sunrise: सूर्योदय :- 06:31 पूर्वाह्न <box>1118 53 1265 72</box>
boxing-col-3 <box>1426 1966 1615 2196</box>
train-list2: 1. 05003 झूसी-गोरखपुर मेला विशेष गाड़ी - 07:45 बजे 2. 05149 झूसी-गोरखपुर मेला विशेष गाड़ी - 11:15 बजे 3. 05110 झूसी-बनारस मेला विशेष गाड़ी - 12:45 बजे 4. 05151 झूसी-गोरखपुर मेला विशेष गाड़ी - 15:15 बजे <box>438 595 622 732</box>
sunset: सूर्यास्त :- 17:48 अपराह्न <box>1118 74 1265 93</box>
cancel-col-2 <box>1226 987 1414 1584</box>
airplane-icon: ✈ <box>1429 553 1442 566</box>
mayor-col-1 <box>1026 1621 1214 1910</box>
cancel-col-3 <box>1426 987 1615 1584</box>
mou-sub1: पुरस्कार प्रक्रिया: <box>494 1345 567 1359</box>
mayor-body1: आज दिनांक 17 फरवरी 2025 को पूर्वाह्न 11:00 बजे महापौर डॉ. मंगलेश श्रीवास्तव की अध्यक्षता में नगर निगम गोरखपुर के सभागार में कार्यकारिणी की 10वीं बैठक आयोजित की गई। बैठक में कई महत्वपूर्ण मुद्दों पर विचार-विमर्श हुआ। बैठक के पहले दो बिंदुओं पर विस्तार से चर्चा हुई, पिछली बैठक (दिनांक 07.10.2024) की कार्यवाही की पुष्टि एवं की गई एवं सर्वसम्मति से कार्यवाही को मंजूरी दी गई। दूसरे बिंदु में नगर निगम की 9वीं बैठक (दिनांक 10.07.2024) के अनुपालन आख्या को सर्वसम्मति से पुष्टि की गई। <box>1026 1668 1214 1881</box>
press-logo-icon: PRESS <box>876 2209 906 2239</box>
footer-cell-2 <box>431 2203 826 2245</box>
quote-mark-icon: “ <box>843 1138 865 1181</box>
mou-body1: समझौते पर विश्वविद्यालय की ओर से अधिष्ठाता विद्यार्थी गतिविधियां, प्रो. पी.के सिंह और हरिहर प्रसाद दुबे फाउंडेशन की ओर से श्री मदन मोहन त्रिपाठी ने हस्ताक्षर किए। इस अवसर पर कुलपति प्रो. जे.पी सैनी, अधिष्ठाता प्रो. पी.के सिंह, सह अधिष्ठाता डॉ. अवधेश कुमार, और कार्यवाहक कुलसचिव प्रो. जय प्रकाश भी उपस्थित रहे। <box>438 1187 623 1342</box>
temp-max: अधिकतम :- 28 डिग्री सेल्सियस <box>44 50 182 63</box>
press-logo-icon: PRESS <box>481 2209 510 2239</box>
train-list7: मेला विशेष गाड़ियाँ: 1. 09030 बलिया-विश्वामित्री मेला विशेष गाड़ी - 23:30 बजे 2. 09032 गाजीपुर सिटी-उधना मेला विशेष गाड़ी - 00:30 बजे इसके अतिरिक्त, रिंग रेल की 04111, 04112, 04113, 04120, 05101, 05102 एवं 05104 गाड़ियाँ भी चलाई जाएंगी। <box>833 524 1016 678</box>
crime-a4-rule <box>48 1815 421 1817</box>
sanskriti-quote: “आज के कार्यक्रम में दो सत्रों का आयोजन किया गया। पहले सत्र में, प्रोफेसर (डा0) सुजाता गौतम, प्राचीन भारतीय इतिहास, संस्कृति एवं पुरातत्व विभाग, काशी हिन्दू विश्वविद्यालय, वाराणसी ने "मथुरा की बौद्ध कला" विषय पर व्याख्यान दिया। उन्होंने मथुरा को तथागत बुद्ध के काल से महत्वपूर्ण स्थल के रूप में स्थापित होने की बात की और मथुरा की सांस्कृतिक राजधानी के रूप में भूमिका पर विस्तार से चर्चा की। उन्होंने मथुरा संग्रहालय में संग्रहीत बौद्ध पुरावशेषों को पी.पी.टी. के माध्यम से प्रदर्शित किया और बौद्ध विरासत से श्रोताओं को परिचित कराया। <box>837 1640 1017 2052</box>
footer-site-link[interactable]: nirbhikindia.com <box>917 2208 1172 2239</box>
crime-banner-rule <box>48 182 421 185</box>
flight-item <box>1429 825 1608 888</box>
